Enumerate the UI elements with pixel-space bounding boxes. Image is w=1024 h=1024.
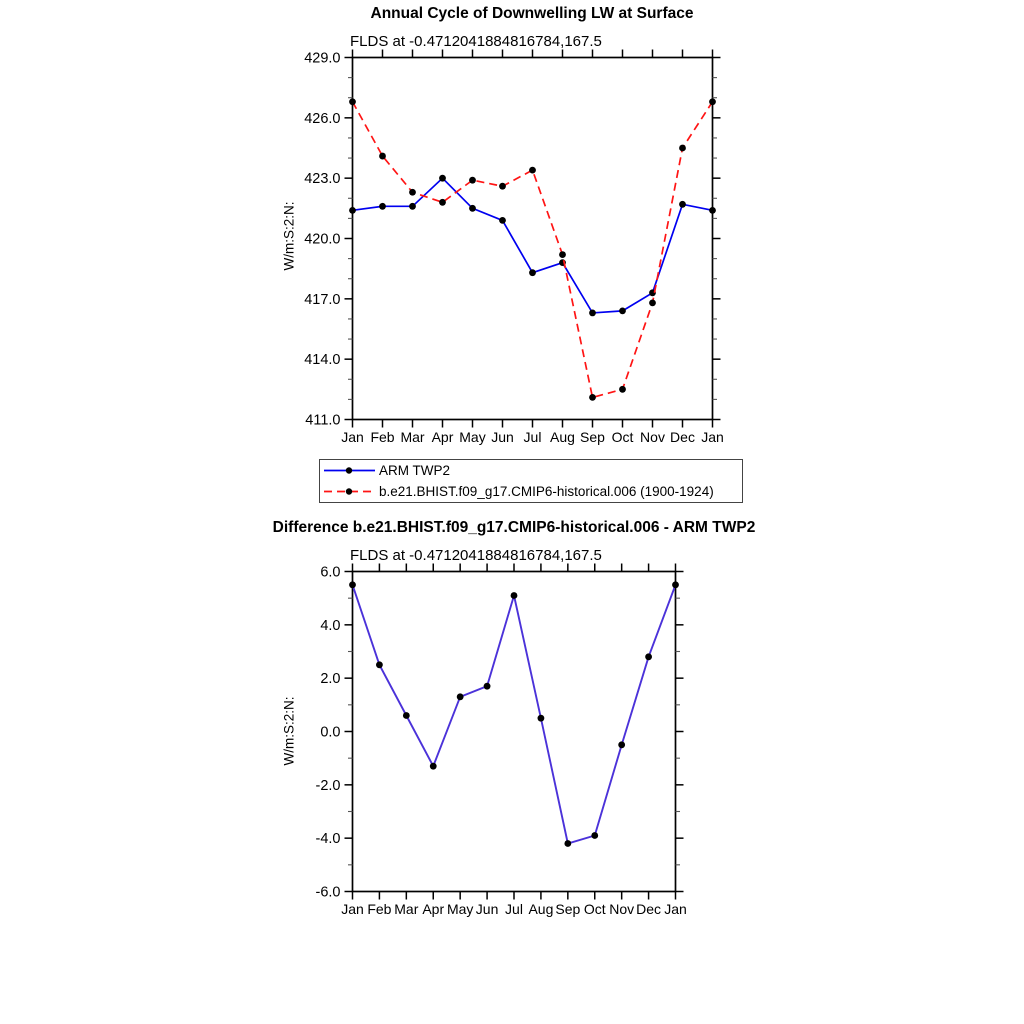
x-tick-label: Jan bbox=[341, 901, 364, 917]
y-tick-label: 423.0 bbox=[304, 171, 341, 188]
y-tick-label: 420.0 bbox=[304, 231, 341, 248]
bottom-chart-subtitle: FLDS at -0.4712041884816784,167.5 bbox=[350, 547, 602, 564]
data-point-marker bbox=[589, 394, 596, 401]
x-tick-label: Aug bbox=[550, 429, 575, 445]
data-point-marker bbox=[469, 205, 476, 212]
data-point-marker bbox=[379, 153, 386, 160]
plot-frame bbox=[353, 572, 676, 892]
plot-frame bbox=[353, 58, 713, 420]
data-point-marker bbox=[439, 199, 446, 206]
series-line-1-0 bbox=[353, 585, 676, 844]
data-point-marker bbox=[529, 167, 536, 174]
data-point-marker bbox=[559, 251, 566, 258]
y-tick-label: 429.0 bbox=[304, 50, 341, 67]
top-chart-subtitle: FLDS at -0.4712041884816784,167.5 bbox=[350, 33, 602, 50]
x-tick-label: Dec bbox=[670, 429, 695, 445]
x-tick-label: Apr bbox=[431, 429, 454, 445]
bottom-chart-y-axis-label: W/m:S:2:N: bbox=[281, 696, 297, 766]
top-chart-y-axis-label: W/m:S:2:N: bbox=[281, 201, 297, 271]
data-point-marker bbox=[618, 741, 625, 748]
x-tick-label: Sep bbox=[580, 429, 605, 445]
x-tick-label: Oct bbox=[611, 429, 634, 445]
x-tick-label: Mar bbox=[400, 429, 425, 445]
data-point-marker bbox=[457, 693, 464, 700]
data-point-marker bbox=[379, 203, 386, 210]
x-tick-label: Feb bbox=[367, 901, 392, 917]
data-point-marker bbox=[430, 763, 437, 770]
data-point-marker bbox=[645, 653, 652, 660]
x-tick-label: Dec bbox=[636, 901, 662, 917]
x-tick-label: Aug bbox=[528, 901, 554, 917]
y-tick-label: 0.0 bbox=[320, 724, 341, 741]
top-chart-title: Annual Cycle of Downwelling LW at Surface bbox=[370, 5, 694, 22]
x-tick-label: Nov bbox=[609, 901, 635, 917]
y-tick-label: 414.0 bbox=[304, 352, 341, 369]
legend-label-model: b.e21.BHIST.f09_g17.CMIP6-historical.006 (1900-1924) bbox=[379, 484, 714, 499]
series-line-0-1 bbox=[353, 102, 713, 398]
x-tick-label: May bbox=[446, 901, 474, 917]
x-tick-label: Jan bbox=[701, 429, 724, 445]
x-tick-label: Nov bbox=[640, 429, 665, 445]
data-point-marker bbox=[511, 592, 518, 599]
legend-box bbox=[319, 459, 743, 503]
x-tick-label: Jul bbox=[505, 901, 523, 917]
data-point-marker bbox=[484, 683, 491, 690]
legend-item-model bbox=[323, 481, 742, 502]
y-tick-label: 2.0 bbox=[320, 671, 341, 688]
difference-plot bbox=[316, 564, 687, 918]
data-point-marker bbox=[349, 581, 356, 588]
data-point-marker bbox=[672, 581, 679, 588]
y-tick-label: 411.0 bbox=[305, 412, 341, 429]
data-point-marker bbox=[439, 175, 446, 182]
data-point-marker bbox=[679, 201, 686, 208]
x-tick-label: Mar bbox=[394, 901, 419, 917]
legend-item-arm-twp2 bbox=[323, 460, 742, 481]
data-point-marker bbox=[589, 310, 596, 317]
legend-line-sample-blue-solid bbox=[323, 464, 379, 477]
data-point-marker bbox=[564, 840, 571, 847]
series-line-0-0 bbox=[353, 178, 713, 313]
y-tick-label: -2.0 bbox=[315, 777, 341, 794]
x-tick-label: Jan bbox=[341, 429, 364, 445]
data-point-marker bbox=[349, 207, 356, 214]
legend-sample-marker bbox=[346, 467, 352, 473]
data-point-marker bbox=[679, 145, 686, 152]
legend-sample-marker bbox=[346, 488, 352, 494]
y-tick-label: -6.0 bbox=[315, 884, 341, 901]
y-tick-label: 4.0 bbox=[320, 617, 341, 634]
data-point-marker bbox=[499, 183, 506, 190]
annual-cycle-plot bbox=[304, 50, 724, 446]
legend-line-sample-red-dashed bbox=[323, 485, 379, 498]
data-point-marker bbox=[529, 269, 536, 276]
data-point-marker bbox=[709, 207, 716, 214]
x-tick-label: Sep bbox=[555, 901, 581, 917]
legend-label-arm-twp2: ARM TWP2 bbox=[379, 463, 451, 478]
data-point-marker bbox=[649, 299, 656, 306]
x-tick-label: Jan bbox=[664, 901, 687, 917]
data-point-marker bbox=[538, 715, 545, 722]
x-tick-label: Feb bbox=[370, 429, 395, 445]
x-tick-label: Jun bbox=[491, 429, 514, 445]
x-tick-label: May bbox=[459, 429, 486, 445]
x-tick-label: Apr bbox=[422, 901, 445, 917]
y-tick-label: -4.0 bbox=[315, 831, 341, 848]
x-tick-label: Jun bbox=[475, 901, 499, 917]
data-point-marker bbox=[349, 98, 356, 105]
data-point-marker bbox=[619, 308, 626, 315]
data-point-marker bbox=[403, 712, 410, 719]
x-tick-label: Oct bbox=[583, 901, 606, 917]
data-point-marker bbox=[409, 203, 416, 210]
bottom-chart-title: Difference b.e21.BHIST.f09_g17.CMIP6-historical.006 - ARM TWP2 bbox=[272, 519, 756, 536]
x-tick-label: Jul bbox=[523, 429, 542, 445]
data-point-marker bbox=[469, 177, 476, 184]
data-point-marker bbox=[709, 98, 716, 105]
y-tick-label: 426.0 bbox=[304, 110, 341, 127]
y-tick-label: 417.0 bbox=[304, 291, 341, 308]
data-point-marker bbox=[591, 832, 598, 839]
y-tick-label: 6.0 bbox=[320, 564, 341, 581]
data-point-marker bbox=[376, 661, 383, 668]
data-point-marker bbox=[409, 189, 416, 196]
data-point-marker bbox=[619, 386, 626, 393]
data-point-marker bbox=[499, 217, 506, 224]
